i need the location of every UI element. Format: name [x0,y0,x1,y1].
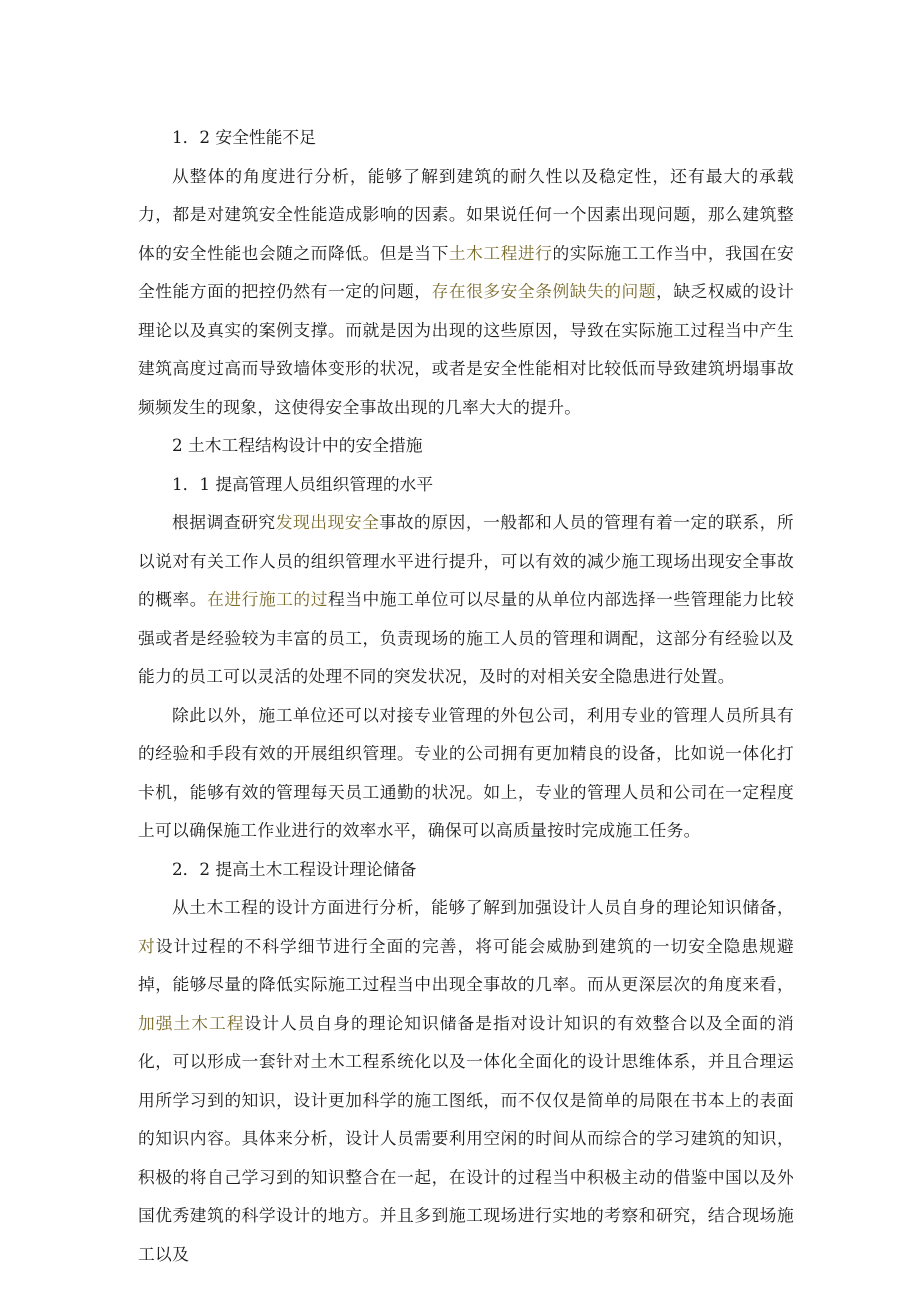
highlighted-text: 存在很多安全条例缺失的问题 [431,281,657,301]
text-run: 事故的原因，一般都和人员的管理有着一定的联系，所以说对有关工作人员的组织管理水平进行提升，可以有效的减少施工现场出现安全事故的概率。 [138,512,794,609]
paragraph-outsourcing [138,696,794,850]
highlighted-text: 对 [138,935,156,956]
section-heading-2-2: 2．2 提高土木工程设计理论储备 [172,858,417,879]
text-run: ，缺乏权威的设计理论以及真实的案例支撑。而就是因为出现的这些原因，导致在实际施工过程当中产生建筑高度过高而导致墙体变形的状况，或者是安全性能相对比较低而导致建筑坍塌事故频频发生的现象，这使得安全事故出现的几率大大的提升。 [138,281,795,417]
paragraph-design-theory [138,888,794,1273]
section-heading-1-2: 1．2 安全性能不足 [172,127,316,147]
document-body [138,118,794,1273]
highlighted-text: 土木工程进行 [448,242,553,263]
text-run: 设计人员自身的理论知识储备是指对设计知识的有效整合以及全面的消化，可以形成一套针对土木工程系统化以及一体化全面化的设计思维体系，并且合理运用所学习到的知识，设计更加科学的施工图纸，而不仅仅是简单的局限在书本上的表面的知识内容。具体来分析，设计人员需要利用空闲的时间从而综合的学习建筑的知识，积极的将自己学习到的知识整合在一起，在设计的过程当中积极主动的借鉴中国以及外国优秀建筑的科学设计的地方。并且多到施工现场进行实地的考察和研究，结合现场施工以及 [138,1012,794,1264]
text-run: 从土木工程的设计方面进行分析，能够了解到加强设计人员自身的理论知识储备， [172,897,794,917]
paragraph-management-level [138,503,794,696]
section-heading-1-1: 1．1 提高管理人员组织管理的水平 [172,473,434,494]
text-run: 程当中施工单位可以尽量的从单位内部选择一些管理能力比较强或者是经验较为丰富的员工，负责现场的施工人员的管理和调配，这部分有经验以及能力的员工可以灵活的处理不同的突发状况，及时的对相关安全隐患进行处置。 [138,589,794,686]
text-run: 设计过程的不科学细节进行全面的完善，将可能会威胁到建筑的一切安全隐患规避掉，能够尽量的降低实际施工过程当中出现全事故的几率。而从更深层次的角度来看， [138,935,794,994]
paragraph-safety-performance [138,157,794,427]
text-run: 除此以外，施工单位还可以对接专业管理的外包公司，利用专业的管理人员所具有的经验和手段有效的开展组织管理。专业的公司拥有更加精良的设备，比如说一体化打卡机，能够有效的管理每天员工通勤的状况。如上，专业的管理人员和公司在一定程度上可以确保施工作业进行的效率水平，确保可以高质量按时完成施工任务。 [138,704,794,840]
highlighted-text: 在进行施工的过 [207,589,328,609]
section-heading-2: 2 土木工程结构设计中的安全措施 [172,435,423,455]
highlighted-text: 加强土木工程 [138,1012,245,1033]
text-run: 的实际施工工作当中，我国在安全性能方面的把控仍然有一定的问题， [138,242,795,301]
text-run: 从整体的角度进行分析，能够了解到建筑的耐久性以及稳定性，还有最大的承载力，都是对建筑安全性能造成影响的因素。如果说任何一个因素出现问题，那么建筑整体的安全性能也会随之而降低。但是当下 [138,165,794,263]
text-run: 根据调查研究 [172,512,276,532]
highlighted-text: 发现出现安全 [275,512,380,532]
